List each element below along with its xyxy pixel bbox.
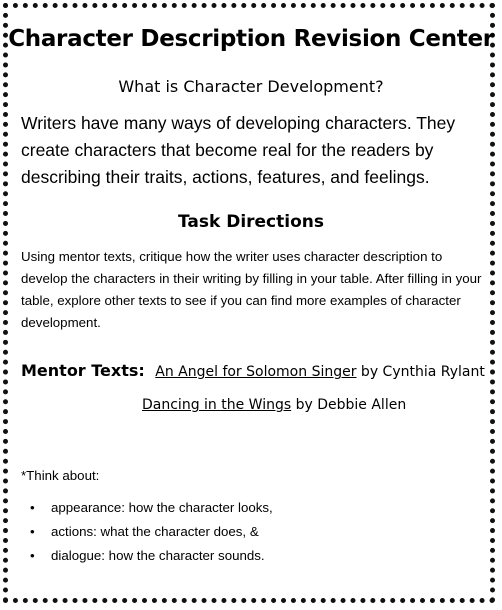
list-item-text: actions: what the character does, & [51,524,259,539]
directions-paragraph: Using mentor texts, critique how the writer uses character description to develop the characters in their writing by filling in your table. After filling in your table, explore other texts to see if you can find more examples of character development. [21,249,482,330]
mentor-texts-line-1 [21,361,491,380]
list-item [30,520,273,544]
task-heading: Task Directions [177,212,324,232]
think-about-label: *Think about: [21,468,100,483]
bullet-icon: • [30,500,35,515]
book-title-1: An Angel for Solomon Singer [155,364,357,380]
list-item-text: dialogue: how the character sounds. [51,548,265,563]
bullet-icon: • [30,524,35,539]
list-item [30,544,273,568]
page-title: Character Description Revision Center [8,26,494,52]
book-author-1: by Cynthia Rylant [356,364,485,380]
list-item [30,496,273,520]
book-author-2: by Debbie Allen [291,397,407,413]
list-item-text: appearance: how the character looks, [51,500,273,515]
mentor-texts-label: Mentor Texts: [21,361,145,380]
think-about-list [30,496,273,568]
bullet-icon: • [30,548,35,563]
subtitle: What is Character Development? [118,77,384,96]
mentor-texts-line-2 [142,397,406,413]
book-title-2: Dancing in the Wings [142,397,292,413]
intro-paragraph: Writers have many ways of developing characters. They create characters that become real for the readers by describing their traits, actions, features, and feelings. [21,113,456,187]
